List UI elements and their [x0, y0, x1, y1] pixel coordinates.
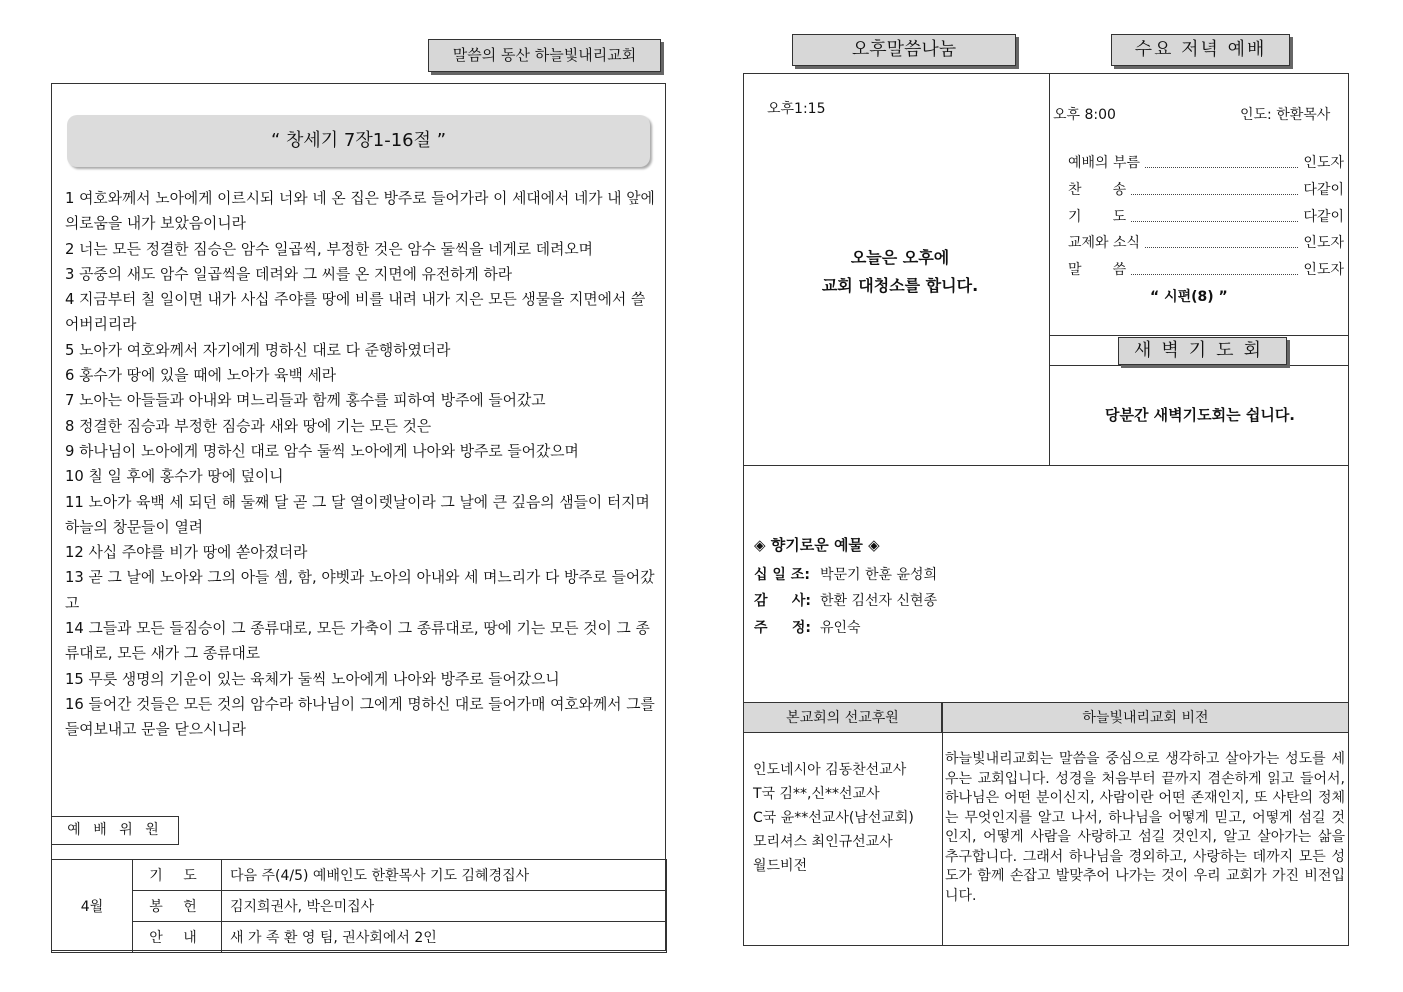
wednesday-service-tag: 수요 저녁 예배	[1111, 34, 1290, 66]
order-item: 찬 송	[1068, 182, 1127, 198]
verse: 11 노아가 육백 세 되던 해 둘째 달 곧 그 달 열이렛날이라 그 날에 큰 깊음의 샘들이 터지며 하늘의 창문들이 열려	[65, 493, 650, 536]
list-item: T국 김**,신**선교사	[753, 786, 880, 802]
list-item: C국 윤**선교사(남선교회)	[753, 810, 914, 826]
verse: 1 여호와께서 노아에게 이르시되 너와 네 온 집은 방주로 들어가라 이 세대에서 네가 내 앞에 의로움을 내가 보았음이니라	[65, 190, 655, 233]
notice-line: 교회 대청소를 합니다.	[821, 276, 979, 295]
list-item: 월드비전	[753, 858, 808, 874]
duty-role: 안 내	[133, 922, 222, 953]
offering-label: 감 사:	[754, 593, 812, 609]
dot-leader	[1131, 221, 1298, 222]
divider	[1049, 335, 1349, 336]
order-who: 인도자	[1303, 262, 1344, 278]
order-item: 기 도	[1068, 209, 1127, 225]
duty-value: 새 가 족 환 영 팀, 권사회에서 2인	[222, 922, 667, 953]
list-item: 인도네시아 김동찬선교사	[753, 762, 907, 778]
scripture-verses	[65, 186, 655, 743]
list-item: 모리셔스 최인규선교사	[753, 834, 893, 850]
order-who: 다같이	[1303, 182, 1344, 198]
sermon-title: “ 시편(8) ”	[1150, 289, 1228, 305]
missions-header: 본교회의 선교후원	[743, 702, 942, 733]
divider	[1049, 365, 1349, 366]
afternoon-time: 오후1:15	[767, 101, 826, 117]
duty-role: 봉 헌	[133, 891, 222, 922]
dot-leader	[1145, 167, 1298, 168]
table-row	[52, 860, 667, 891]
offering-row	[754, 590, 937, 610]
divider	[743, 465, 1349, 466]
offering-row	[754, 564, 937, 584]
offering-names: 한환 김선자 신현종	[820, 593, 938, 609]
duty-role: 기 도	[133, 860, 222, 891]
offering-names: 박문기 한훈 윤성희	[820, 567, 938, 583]
order-row	[1068, 152, 1344, 172]
vision-header: 하늘빛내리교회 비전	[942, 702, 1349, 733]
order-item: 예배의 부름	[1068, 155, 1141, 171]
table-row	[52, 891, 667, 922]
verse: 3 공중의 새도 암수 일곱씩을 데려와 그 씨를 온 지면에 유전하게 하라	[65, 265, 513, 283]
verse: 12 사십 주야를 비가 땅에 쏟아졌더라	[65, 544, 308, 562]
verse: 2 너는 모든 정결한 짐승은 암수 일곱씩, 부정한 것은 암수 둘씩을 네게로 데려오며	[65, 240, 593, 258]
verse: 16 들어간 것들은 모든 것의 암수라 하나님이 그에게 명하신 대로 들어가매 여호와께서 그를 들여보내고 문을 닫으시니라	[65, 695, 655, 739]
afternoon-sharing-tag: 오후말씀나눔	[792, 34, 1016, 66]
duty-value: 다음 주(4/5) 예배인도 한환목사 기도 김혜경집사	[222, 860, 667, 891]
afternoon-notice	[760, 244, 1040, 300]
order-who: 인도자	[1303, 155, 1344, 171]
service-committee-label: 예 배 위 원	[51, 816, 179, 845]
offering-row	[754, 617, 861, 637]
verse: 14 그들과 모든 들짐승이 그 종류대로, 모든 가축이 그 종류대로, 땅에 기는 모든 것이 그 종류대로, 모든 새가 그 종류대로	[65, 620, 650, 663]
dot-leader	[1131, 274, 1298, 275]
dawn-notice: 당분간 새벽기도회는 쉽니다.	[1104, 406, 1296, 424]
order-row	[1068, 206, 1344, 226]
church-name-tag: 말씀의 동산 하늘빛내리교회	[428, 39, 661, 72]
dot-leader	[1145, 247, 1298, 248]
order-row	[1068, 259, 1344, 279]
order-who: 인도자	[1303, 235, 1344, 251]
offering-label: 주 정:	[754, 620, 812, 636]
missions-list	[753, 758, 914, 878]
order-who: 다같이	[1303, 209, 1344, 225]
verse: 13 곧 그 날에 노아와 그의 아들 셈, 함, 야벳과 노아의 아내와 세 며느리가 다 방주로 들어갔고	[65, 569, 655, 612]
offering-names: 유인숙	[820, 620, 861, 636]
wednesday-time: 오후 8:00	[1053, 107, 1116, 123]
vision-text: 하늘빛내리교회는 말씀을 중심으로 생각하고 살아가는 성도를 세우는 교회입니다. 성경을 처음부터 끝까지 겸손하게 읽고 들어서, 하나님은 어떤 분이신지, 사람이란 어떤 존재인지, 또 사탄의 정체는 무엇인지를 알고 나서, 하나님을 어떻게 믿고, 어떻게 섬길 것인지, 어떻게 사람을 사랑하고 섬길 것인지, 알고 살아가는 삶을 추구합니다. 그래서 하나님을 경외하고, 사랑하는 데까지 모든 성도가 함께 손잡고 발맞추어 나가는 것이 우리 교회가 가진 비전입니다.	[945, 751, 1345, 904]
verse: 10 칠 일 후에 홍수가 땅에 덮이니	[65, 468, 284, 486]
offering-title: ◈ 향기로운 예물 ◈	[754, 536, 880, 554]
wednesday-leader: 인도: 한환목사	[1240, 107, 1331, 123]
scripture-title: “ 창세기 7장1-16절 ”	[67, 115, 650, 167]
divider	[942, 733, 943, 946]
verse: 8 정결한 짐승과 부정한 짐승과 새와 땅에 기는 모든 것은	[65, 417, 432, 435]
order-row	[1068, 232, 1344, 252]
verse: 15 무릇 생명의 기운이 있는 육체가 둘씩 노아에게 나아와 방주로 들어갔으니	[65, 670, 560, 688]
verse: 4 지금부터 칠 일이면 내가 사십 주야를 땅에 비를 내려 내가 지은 모든 생물을 지면에서 쓸어버리리라	[65, 291, 646, 334]
table-row	[52, 922, 667, 953]
offering-label: 십 일 조:	[754, 567, 810, 583]
order-item: 말 씀	[1068, 262, 1127, 278]
verse: 5 노아가 여호와께서 자기에게 명하신 대로 다 준행하였더라	[65, 341, 451, 359]
verse: 9 하나님이 노아에게 명하신 대로 암수 둘씩 노아에게 나아와 방주로 들어갔으며	[65, 442, 579, 460]
notice-line: 오늘은 오후에	[850, 248, 950, 267]
duty-month: 4월	[52, 860, 133, 953]
verse: 6 홍수가 땅에 있을 때에 노아가 육백 세라	[65, 367, 337, 385]
dot-leader	[1131, 194, 1298, 195]
verse: 7 노아는 아들들과 아내와 며느리들과 함께 홍수를 피하여 방주에 들어갔고	[65, 392, 546, 410]
duty-table	[51, 859, 667, 953]
duty-value: 김지희권사, 박은미집사	[222, 891, 667, 922]
order-item: 교제와 소식	[1068, 235, 1141, 251]
order-row	[1068, 179, 1344, 199]
dawn-prayer-tag: 새벽기도회	[1118, 337, 1287, 365]
